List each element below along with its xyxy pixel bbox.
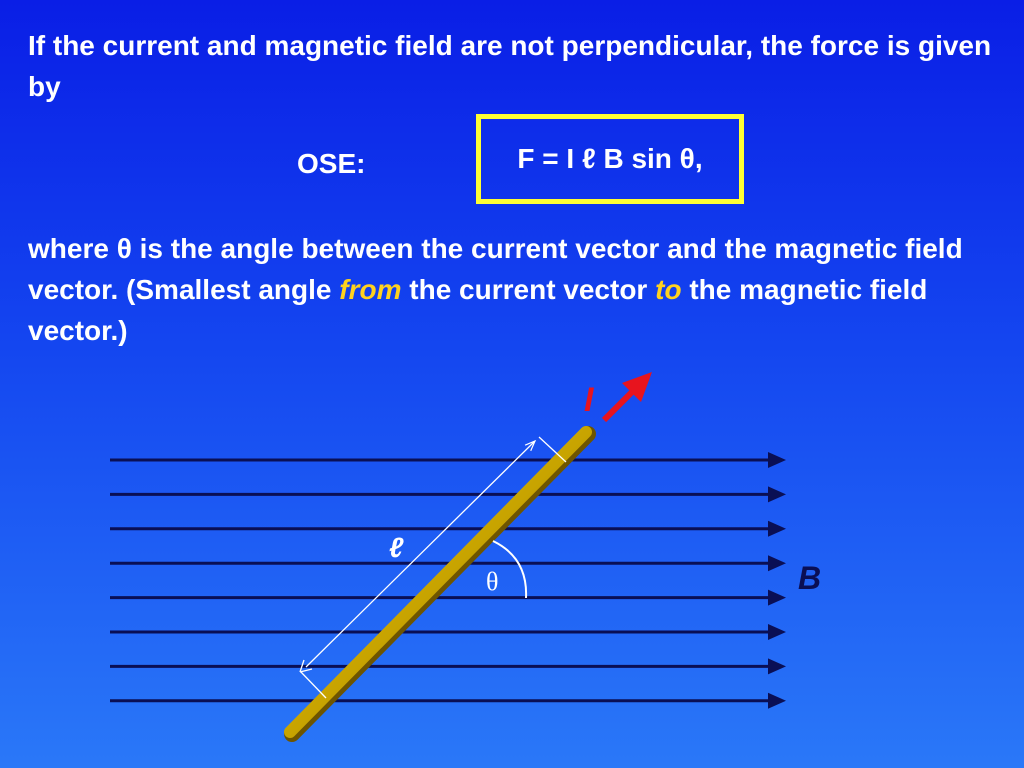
field-label: B — [798, 560, 822, 596]
explanation-part-2: the current vector — [401, 274, 656, 305]
emphasis-to: to — [655, 274, 682, 305]
field-line-arrowhead — [768, 452, 786, 468]
explanation-part-1: where θ is the angle between the current vector and the magnetic field vector. (Smallest angle — [28, 233, 963, 305]
intro-text: If the current and magnetic field are not perpendicular, the force is given by — [28, 30, 992, 102]
explanation-part-3: the magnetic field vector.) — [28, 274, 928, 346]
field-line-arrowhead — [768, 658, 786, 674]
emphasis-from: from — [339, 274, 402, 305]
field-line-arrowhead — [768, 693, 786, 709]
field-line-arrowhead — [768, 624, 786, 640]
angle-label: θ — [486, 567, 499, 596]
length-label: ℓ — [389, 532, 404, 563]
current-carrying-wire — [290, 432, 586, 732]
current-label: I — [584, 381, 594, 419]
field-line-arrowhead — [768, 590, 786, 606]
field-line-arrowhead — [768, 521, 786, 537]
field-line-arrowhead — [768, 486, 786, 502]
length-extension-bottom — [300, 671, 326, 698]
formula-text: F = I ℓ B sin θ, — [517, 143, 703, 174]
field-line-arrowhead — [768, 555, 786, 571]
ose-label: OSE: — [297, 148, 366, 179]
